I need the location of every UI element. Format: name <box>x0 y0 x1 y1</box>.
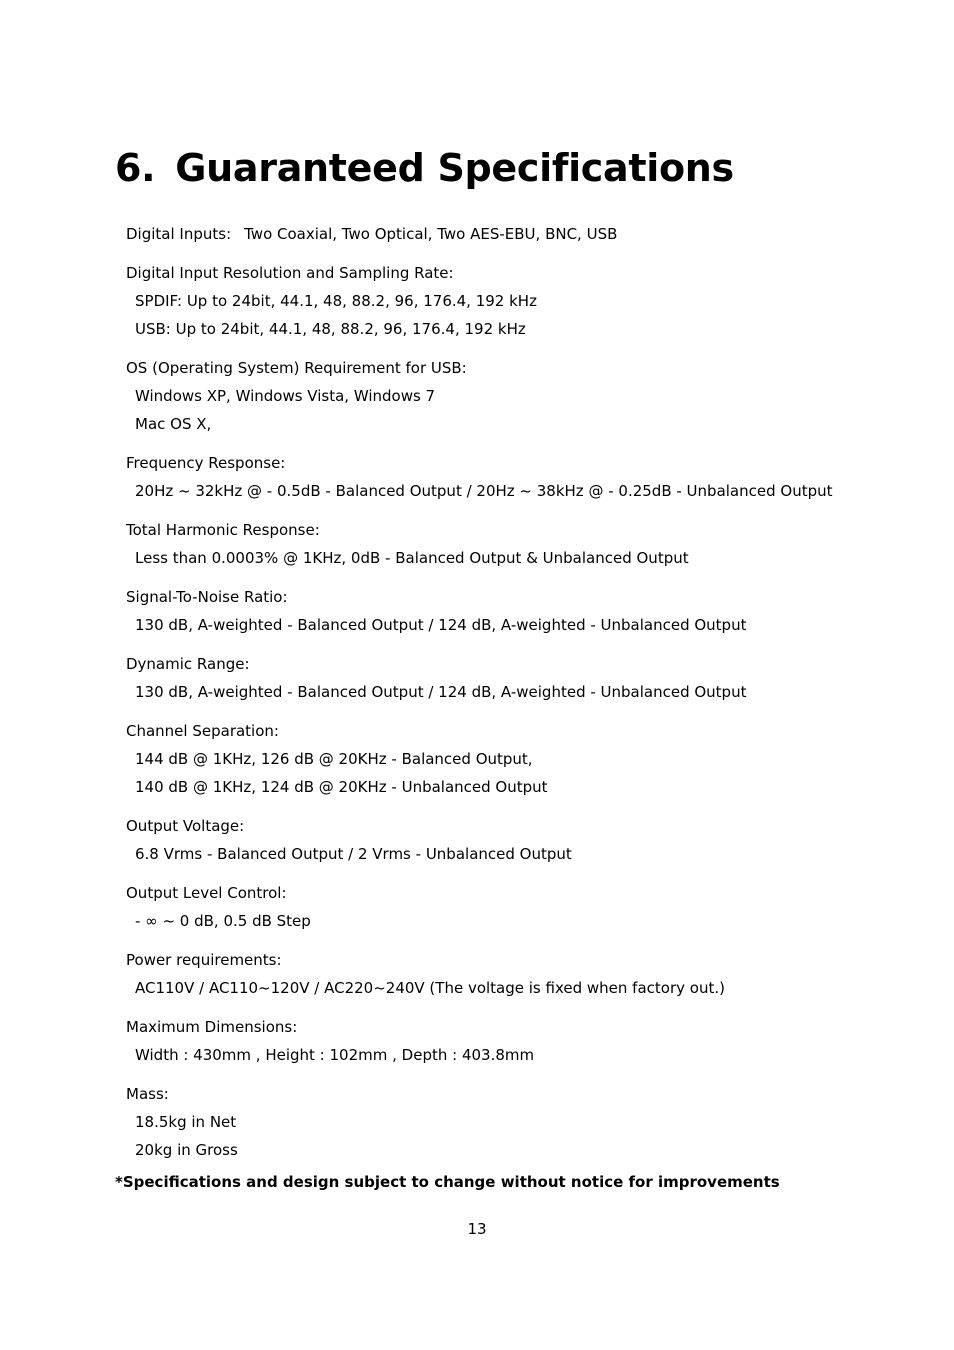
footnote: *Specifications and design subject to change without notice for improvements <box>115 1173 780 1191</box>
spec-label-line <box>126 354 926 382</box>
spec-label: OS (Operating System) Requirement for USB: <box>126 359 467 377</box>
spec-item <box>126 583 926 639</box>
spec-list <box>126 220 926 1175</box>
spec-value: 144 dB @ 1KHz, 126 dB @ 20KHz - Balanced Output, <box>135 750 533 768</box>
spec-label-line <box>126 1013 926 1041</box>
spec-label: Power requirements: <box>126 951 282 969</box>
spec-value: - ∞ ~ 0 dB, 0.5 dB Step <box>135 912 311 930</box>
spec-value: 140 dB @ 1KHz, 124 dB @ 20KHz - Unbalanced Output <box>135 778 548 796</box>
spec-item <box>126 259 926 343</box>
spec-inline-value: Two Coaxial, Two Optical, Two AES-EBU, BNC, USB <box>244 225 618 243</box>
spec-label-line <box>126 583 926 611</box>
spec-label-line <box>126 259 926 287</box>
spec-label: Output Voltage: <box>126 817 245 835</box>
spec-item <box>126 1013 926 1069</box>
spec-label: Signal-To-Noise Ratio: <box>126 588 288 606</box>
spec-value: Width : 430mm , Height : 102mm , Depth : 403.8mm <box>135 1046 535 1064</box>
spec-value: Mac OS X, <box>135 415 212 433</box>
spec-item <box>126 717 926 801</box>
page-title <box>115 146 734 190</box>
spec-item <box>126 449 926 505</box>
spec-value: Windows XP, Windows Vista, Windows 7 <box>135 387 436 405</box>
spec-label: Total Harmonic Response: <box>126 521 320 539</box>
spec-item <box>126 946 926 1002</box>
spec-value: 130 dB, A-weighted - Balanced Output / 124 dB, A-weighted - Unbalanced Output <box>135 616 747 634</box>
spec-label-line <box>126 220 926 248</box>
spec-label: Maximum Dimensions: <box>126 1018 298 1036</box>
section-number: 6. <box>115 146 156 190</box>
spec-label-line <box>126 946 926 974</box>
spec-value: AC110V / AC110~120V / AC220~240V (The voltage is fixed when factory out.) <box>135 979 725 997</box>
spec-label-line <box>126 650 926 678</box>
spec-label-line <box>126 1080 926 1108</box>
spec-label-line <box>126 516 926 544</box>
spec-item <box>126 1080 926 1164</box>
spec-label: Digital Inputs: <box>126 225 232 243</box>
spec-label: Frequency Response: <box>126 454 286 472</box>
section-title-text: Guaranteed Specifications <box>175 146 734 190</box>
spec-label: Channel Separation: <box>126 722 279 740</box>
spec-label-line <box>126 449 926 477</box>
spec-value: 20kg in Gross <box>135 1141 238 1159</box>
spec-item <box>126 516 926 572</box>
spec-value: 18.5kg in Net <box>135 1113 237 1131</box>
spec-value: 20Hz ~ 32kHz @ - 0.5dB - Balanced Output / 20Hz ~ 38kHz @ - 0.25dB - Unbalanced Output <box>135 482 833 500</box>
spec-item <box>126 650 926 706</box>
spec-value: 6.8 Vrms - Balanced Output / 2 Vrms - Unbalanced Output <box>135 845 572 863</box>
spec-label-line <box>126 879 926 907</box>
spec-label: Digital Input Resolution and Sampling Rate: <box>126 264 454 282</box>
spec-item <box>126 354 926 438</box>
spec-label: Dynamic Range: <box>126 655 250 673</box>
spec-item <box>126 812 926 868</box>
spec-value: USB: Up to 24bit, 44.1, 48, 88.2, 96, 176.4, 192 kHz <box>135 320 526 338</box>
page-number: 13 <box>467 1220 487 1238</box>
spec-label: Output Level Control: <box>126 884 287 902</box>
spec-label: Mass: <box>126 1085 169 1103</box>
spec-label-line <box>126 812 926 840</box>
spec-value: Less than 0.0003% @ 1KHz, 0dB - Balanced Output & Unbalanced Output <box>135 549 689 567</box>
spec-label-line <box>126 717 926 745</box>
spec-value: SPDIF: Up to 24bit, 44.1, 48, 88.2, 96, 176.4, 192 kHz <box>135 292 537 310</box>
spec-value: 130 dB, A-weighted - Balanced Output / 124 dB, A-weighted - Unbalanced Output <box>135 683 747 701</box>
spec-item <box>126 879 926 935</box>
spec-item <box>126 220 926 248</box>
